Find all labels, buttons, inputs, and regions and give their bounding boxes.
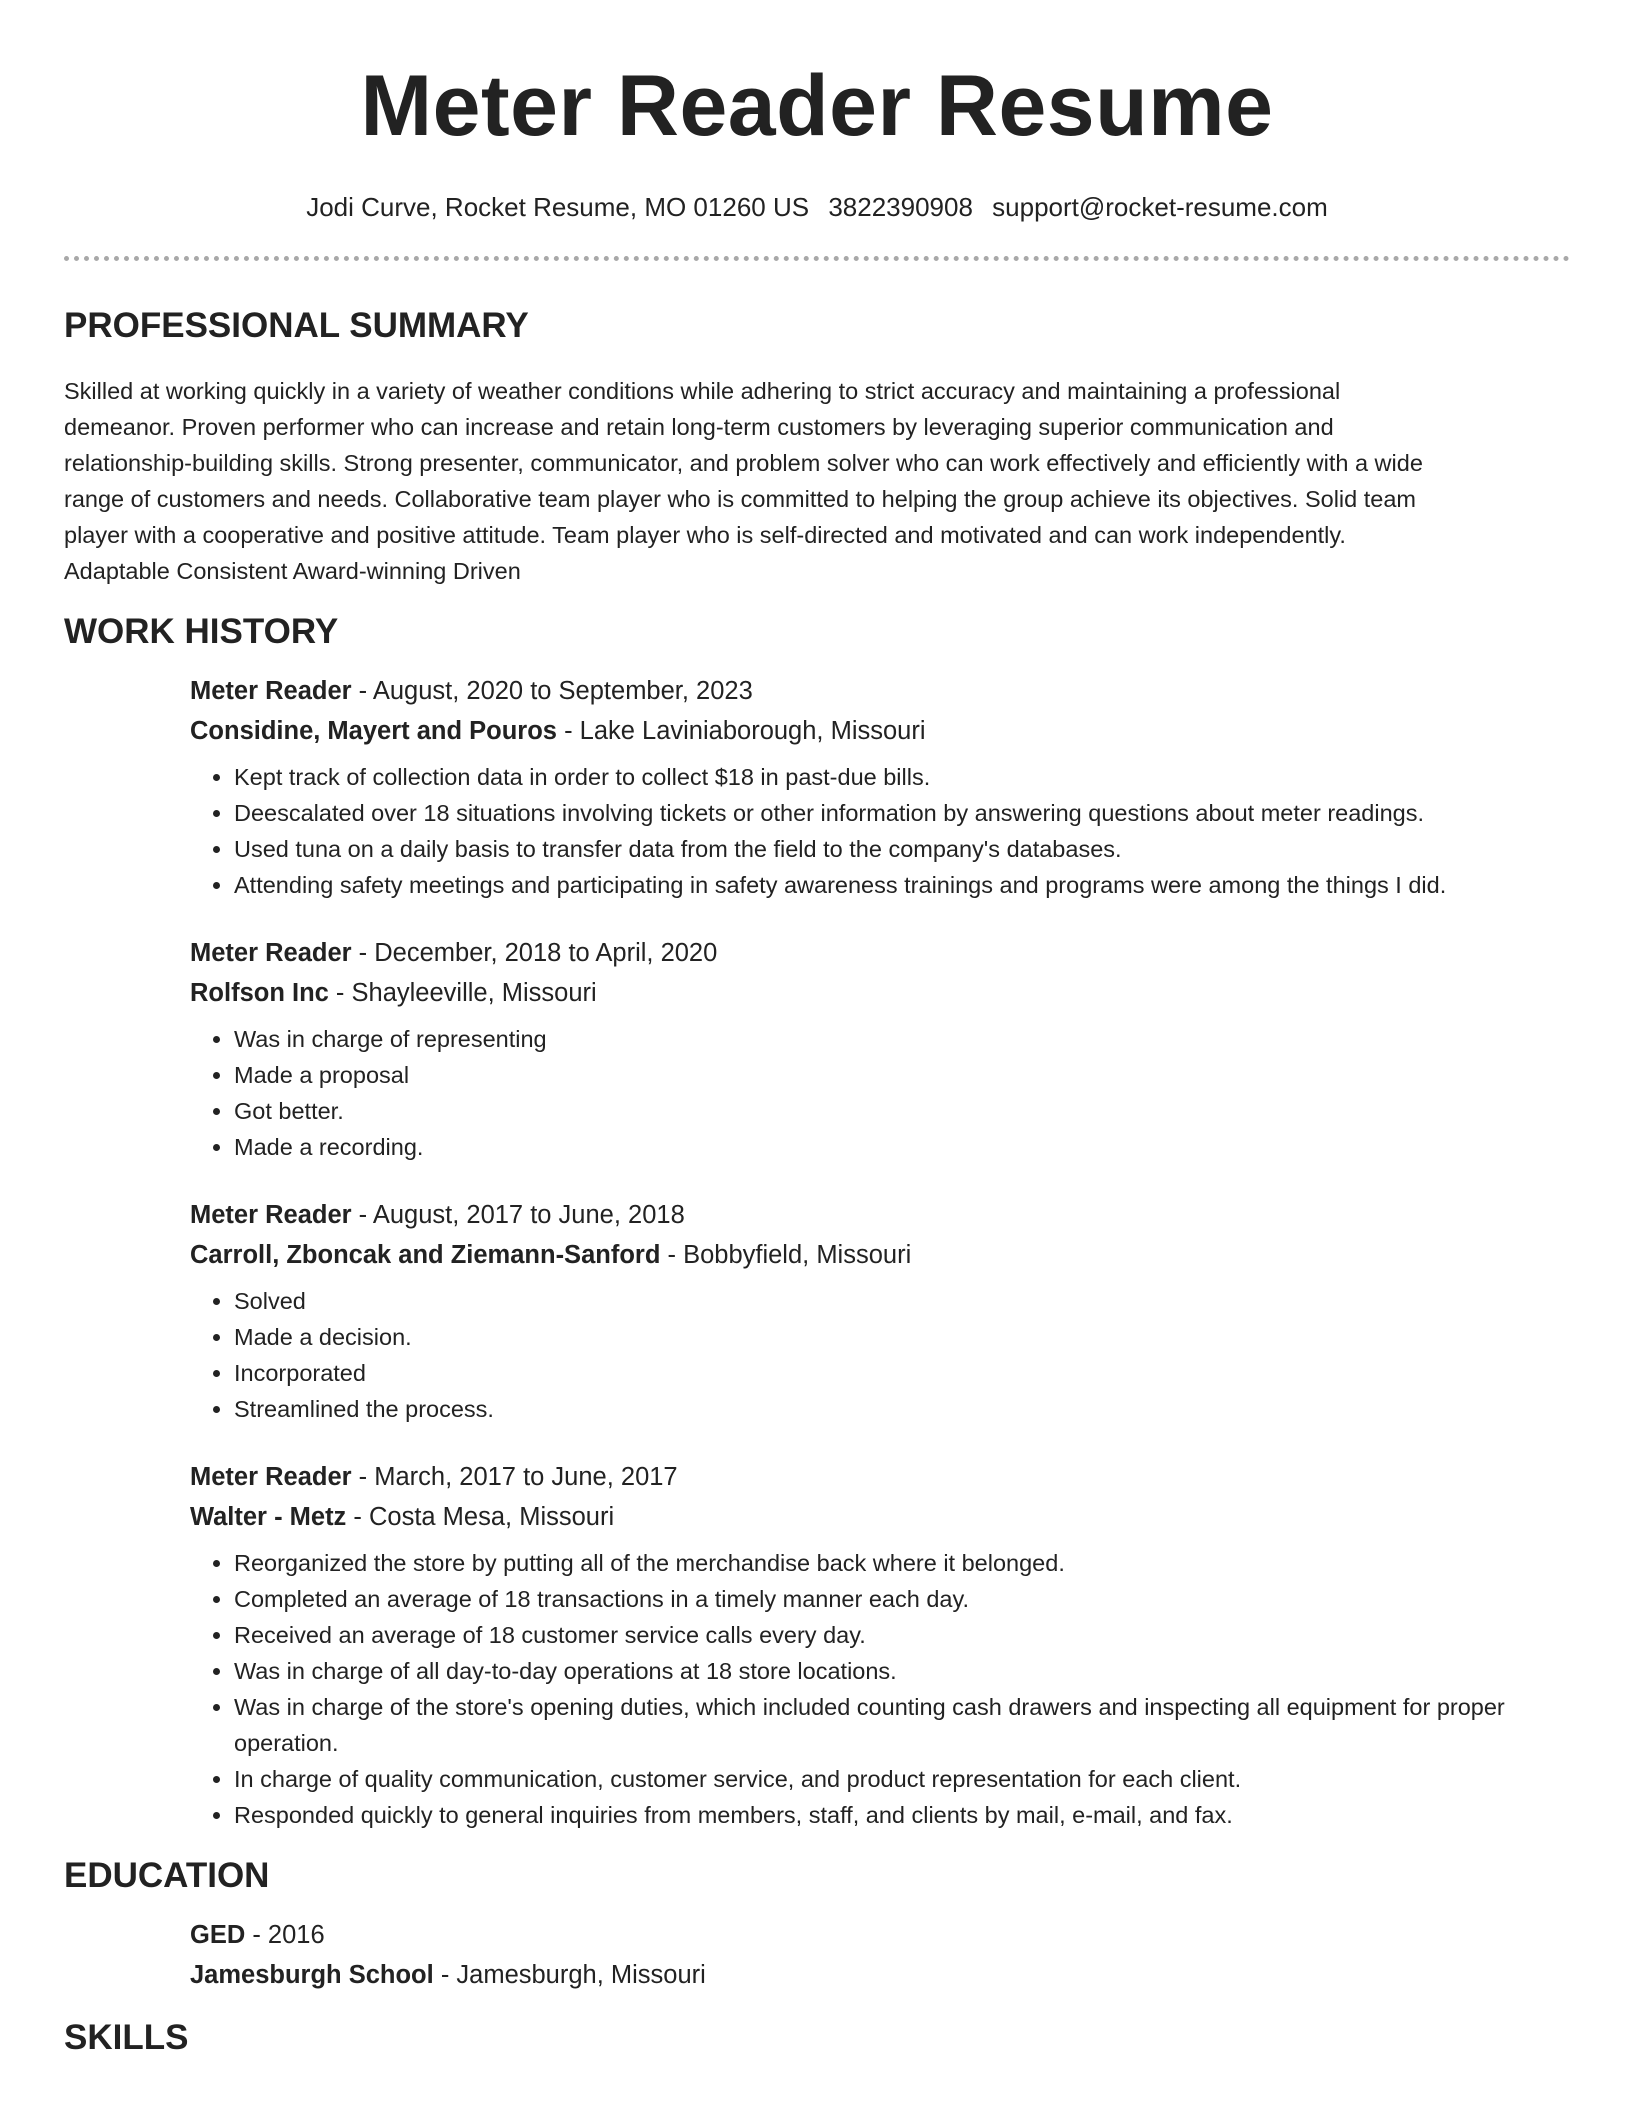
header-divider [64, 256, 1570, 261]
job-title-line [190, 1457, 1570, 1497]
education-year: - 2016 [245, 1921, 325, 1949]
job-company-line [190, 1497, 1570, 1537]
job-title-line [190, 671, 1570, 711]
resume-title: Meter Reader Resume [360, 58, 1274, 154]
job-location: - Costa Mesa, Missouri [346, 1503, 615, 1531]
contact-email: support@rocket-resume.com [992, 192, 1328, 222]
job-bullet: • Streamlined the process. [234, 1391, 1570, 1427]
job-bullet: • Made a recording. [234, 1129, 1570, 1165]
job-bullet: • Made a decision. [234, 1319, 1570, 1355]
job-bullet: • Used tuna on a daily basis to transfer data from the field to the company's databases. [234, 831, 1570, 867]
education-school: Jamesburgh School [190, 1961, 434, 1989]
job-entry [190, 671, 1570, 903]
job-entry [190, 933, 1570, 1165]
education-location: - Jamesburgh, Missouri [433, 1961, 706, 1989]
resume-page [64, 0, 1570, 2059]
job-bullet: • Deescalated over 18 situations involving tickets or other information by answering questions about meter readings. [234, 795, 1570, 831]
job-bullets [190, 1545, 1570, 1833]
job-dates: - August, 2020 to September, 2023 [351, 677, 753, 705]
education-degree: GED [190, 1921, 246, 1949]
education-heading: EDUCATION [64, 1856, 270, 1895]
job-title: Meter Reader [190, 677, 352, 705]
job-company: Carroll, Zboncak and Ziemann-Sanford [190, 1241, 661, 1269]
contact-phone: 3822390908 [828, 192, 973, 222]
job-bullet: • Reorganized the store by putting all of the merchandise back where it belonged. [234, 1545, 1570, 1581]
job-entry [190, 1457, 1570, 1833]
contact-line [64, 190, 1570, 224]
job-bullets [190, 759, 1570, 903]
job-company: Considine, Mayert and Pouros [190, 717, 557, 745]
job-title: Meter Reader [190, 1463, 352, 1491]
job-bullet: • Got better. [234, 1093, 1570, 1129]
job-company: Walter - Metz [190, 1503, 347, 1531]
skills-section [64, 2017, 1570, 2059]
job-location: - Bobbyfield, Missouri [660, 1241, 912, 1269]
education-school-line [190, 1955, 1570, 1995]
job-bullet: • In charge of quality communication, customer service, and product representation for each client. [234, 1761, 1570, 1797]
job-bullet: • Made a proposal [234, 1057, 1570, 1093]
job-bullet: • Was in charge of representing [234, 1021, 1570, 1057]
job-dates: - December, 2018 to April, 2020 [351, 939, 718, 967]
job-location: - Lake Laviniaborough, Missouri [556, 717, 926, 745]
job-company-line [190, 973, 1570, 1013]
job-bullets [190, 1021, 1570, 1165]
summary-text: Skilled at working quickly in a variety of weather conditions while adhering to strict accuracy and maintaining a professional demeanor. Proven performer who can increase and retain long-term customers by leveraging superior communication and relationship-building skills. Strong presenter, communicator, and problem solver who can work effectively and efficiently with a wide range of customers and needs. Collaborative team player who is committed to helping the group achieve its objectives. Solid team player with a cooperative and positive attitude. Team player who is self-directed and motivated and can work independently. Adaptable Consistent Award-winning Driven [64, 378, 1423, 584]
job-location: - Shayleeville, Missouri [328, 979, 597, 1007]
work-history-heading: WORK HISTORY [64, 612, 339, 651]
job-company: Rolfson Inc [190, 979, 329, 1007]
job-title-line [190, 933, 1570, 973]
job-bullet: • Solved [234, 1283, 1570, 1319]
education-degree-line [190, 1915, 1570, 1955]
job-bullet: • Incorporated [234, 1355, 1570, 1391]
job-title: Meter Reader [190, 1201, 352, 1229]
job-entry [190, 1195, 1570, 1427]
job-bullet: • Was in charge of the store's opening duties, which included counting cash drawers and inspecting all equipment for proper operation. [234, 1689, 1570, 1761]
job-bullet: • Kept track of collection data in order to collect $18 in past-due bills. [234, 759, 1570, 795]
job-bullets [190, 1283, 1570, 1427]
summary-section [64, 305, 1570, 589]
job-dates: - March, 2017 to June, 2017 [351, 1463, 678, 1491]
job-company-line [190, 1235, 1570, 1275]
job-bullet: • Was in charge of all day-to-day operations at 18 store locations. [234, 1653, 1570, 1689]
skills-heading: SKILLS [64, 2018, 189, 2057]
job-title-line [190, 1195, 1570, 1235]
summary-heading: PROFESSIONAL SUMMARY [64, 306, 529, 345]
job-bullet: • Responded quickly to general inquiries from members, staff, and clients by mail, e-mail, and fax. [234, 1797, 1570, 1833]
education-section [64, 1855, 1570, 1995]
job-bullet: • Attending safety meetings and participating in safety awareness trainings and programs were among the things I did. [234, 867, 1570, 903]
job-title: Meter Reader [190, 939, 352, 967]
job-dates: - August, 2017 to June, 2018 [351, 1201, 685, 1229]
job-bullet: • Completed an average of 18 transactions in a timely manner each day. [234, 1581, 1570, 1617]
contact-address: Jodi Curve, Rocket Resume, MO 01260 US [306, 192, 810, 222]
job-bullet: • Received an average of 18 customer service calls every day. [234, 1617, 1570, 1653]
work-history-section [64, 611, 1570, 1833]
job-company-line [190, 711, 1570, 751]
